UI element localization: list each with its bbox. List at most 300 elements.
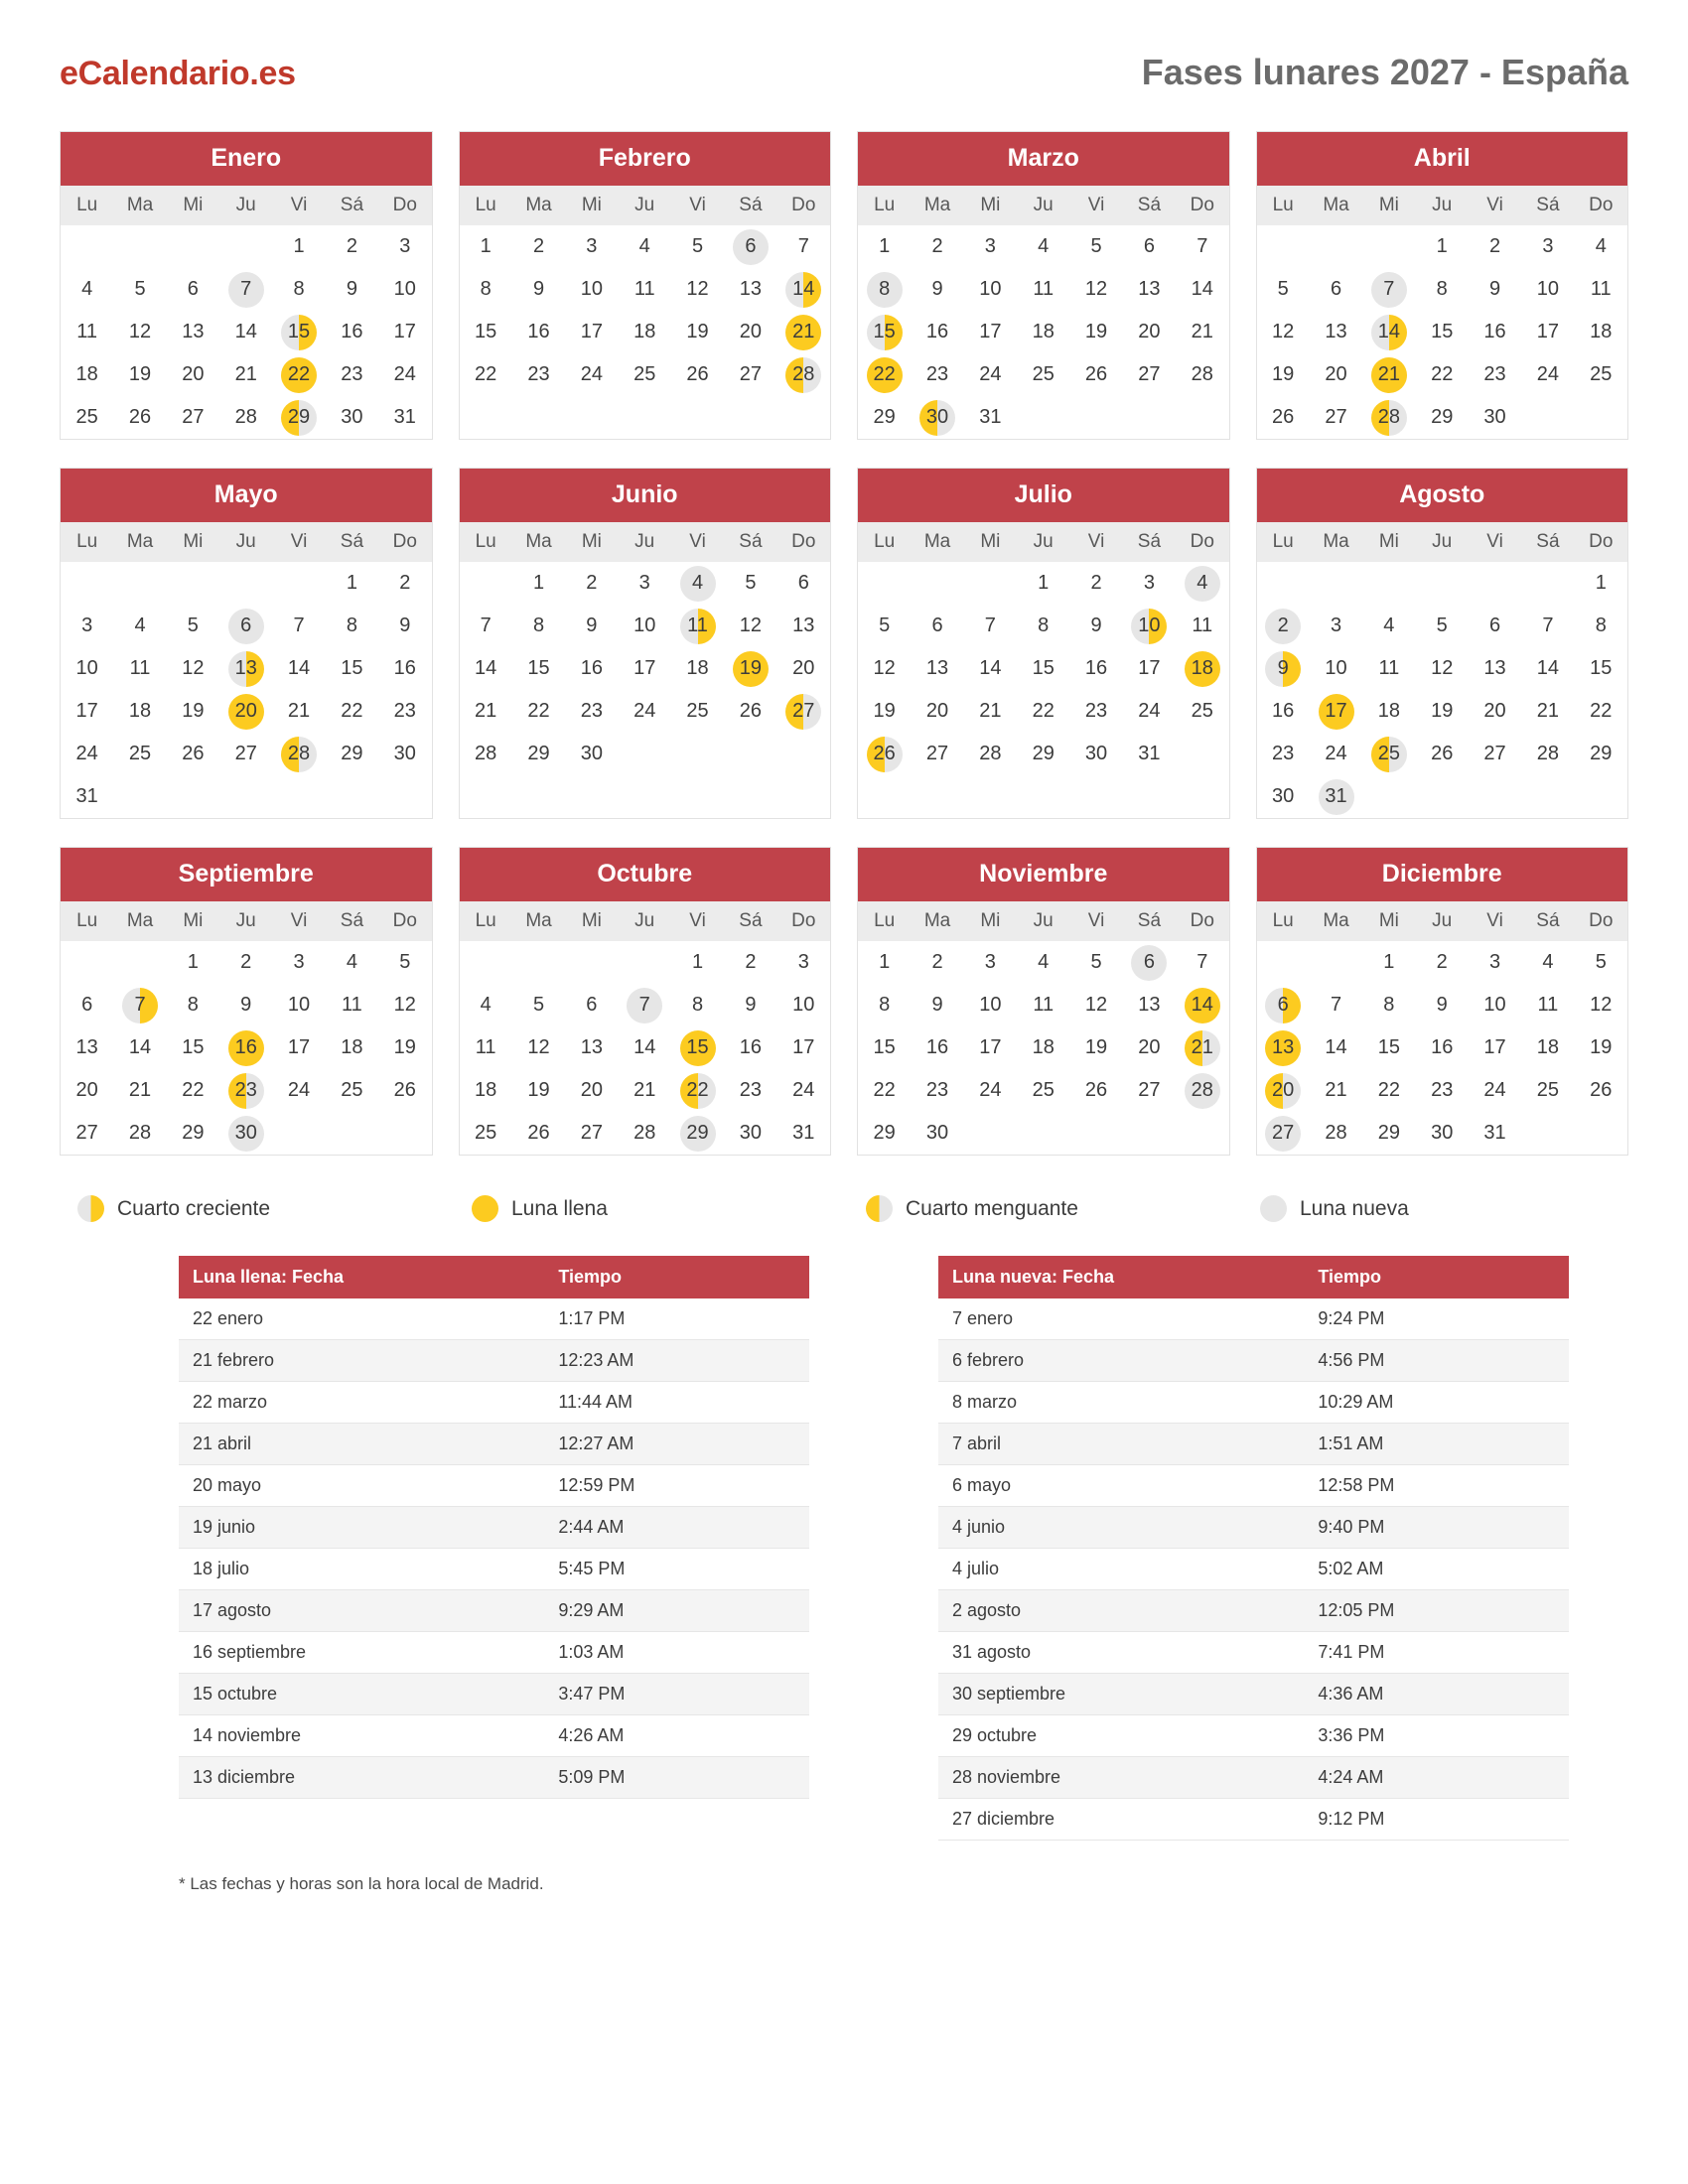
day-cell[interactable] xyxy=(724,353,776,396)
day-cell[interactable] xyxy=(272,353,325,396)
day-cell[interactable] xyxy=(1176,984,1228,1026)
day-cell[interactable] xyxy=(1069,353,1122,396)
day-cell[interactable] xyxy=(1017,562,1069,605)
day-cell[interactable] xyxy=(1416,733,1469,775)
day-cell[interactable] xyxy=(460,647,512,690)
day-cell[interactable] xyxy=(911,984,963,1026)
day-cell[interactable] xyxy=(1362,1112,1415,1155)
day-cell[interactable] xyxy=(1017,311,1069,353)
day-cell[interactable] xyxy=(1123,690,1176,733)
day-cell[interactable] xyxy=(378,984,431,1026)
day-cell[interactable] xyxy=(1310,733,1362,775)
day-cell[interactable] xyxy=(911,690,963,733)
day-cell[interactable] xyxy=(378,1069,431,1112)
day-cell[interactable] xyxy=(1123,562,1176,605)
day-cell[interactable] xyxy=(777,311,830,353)
day-cell[interactable] xyxy=(219,1026,272,1069)
day-cell[interactable] xyxy=(512,690,565,733)
day-cell[interactable] xyxy=(565,1112,618,1155)
day-cell[interactable] xyxy=(911,647,963,690)
day-cell[interactable] xyxy=(167,396,219,439)
day-cell[interactable] xyxy=(1257,1069,1310,1112)
day-cell[interactable] xyxy=(1069,605,1122,647)
day-cell[interactable] xyxy=(460,225,512,268)
day-cell[interactable] xyxy=(113,647,166,690)
day-cell[interactable] xyxy=(1575,225,1627,268)
day-cell[interactable] xyxy=(858,311,911,353)
day-cell[interactable] xyxy=(378,941,431,984)
day-cell[interactable] xyxy=(1017,225,1069,268)
day-cell[interactable] xyxy=(1017,941,1069,984)
day-cell[interactable] xyxy=(565,353,618,396)
day-cell[interactable] xyxy=(1416,225,1469,268)
day-cell[interactable] xyxy=(671,984,724,1026)
day-cell[interactable] xyxy=(565,1069,618,1112)
day-cell[interactable] xyxy=(460,1069,512,1112)
day-cell[interactable] xyxy=(378,225,431,268)
day-cell[interactable] xyxy=(1575,311,1627,353)
day-cell[interactable] xyxy=(1416,941,1469,984)
day-cell[interactable] xyxy=(167,605,219,647)
day-cell[interactable] xyxy=(113,984,166,1026)
day-cell[interactable] xyxy=(1416,1112,1469,1155)
day-cell[interactable] xyxy=(671,1112,724,1155)
day-cell[interactable] xyxy=(1257,396,1310,439)
day-cell[interactable] xyxy=(1017,1069,1069,1112)
day-cell[interactable] xyxy=(1469,1069,1521,1112)
day-cell[interactable] xyxy=(777,605,830,647)
day-cell[interactable] xyxy=(326,1069,378,1112)
day-cell[interactable] xyxy=(911,396,963,439)
day-cell[interactable] xyxy=(378,396,431,439)
day-cell[interactable] xyxy=(1575,941,1627,984)
day-cell[interactable] xyxy=(1521,605,1574,647)
day-cell[interactable] xyxy=(724,690,776,733)
day-cell[interactable] xyxy=(724,647,776,690)
day-cell[interactable] xyxy=(272,605,325,647)
day-cell[interactable] xyxy=(565,733,618,775)
day-cell[interactable] xyxy=(964,268,1017,311)
day-cell[interactable] xyxy=(964,984,1017,1026)
day-cell[interactable] xyxy=(565,690,618,733)
day-cell[interactable] xyxy=(512,1069,565,1112)
day-cell[interactable] xyxy=(272,1026,325,1069)
day-cell[interactable] xyxy=(1310,268,1362,311)
day-cell[interactable] xyxy=(326,268,378,311)
day-cell[interactable] xyxy=(512,353,565,396)
day-cell[interactable] xyxy=(512,268,565,311)
day-cell[interactable] xyxy=(113,1112,166,1155)
day-cell[interactable] xyxy=(1575,1069,1627,1112)
day-cell[interactable] xyxy=(565,562,618,605)
day-cell[interactable] xyxy=(272,268,325,311)
day-cell[interactable] xyxy=(1069,268,1122,311)
day-cell[interactable] xyxy=(858,941,911,984)
day-cell[interactable] xyxy=(1257,690,1310,733)
day-cell[interactable] xyxy=(671,311,724,353)
day-cell[interactable] xyxy=(61,396,113,439)
day-cell[interactable] xyxy=(460,690,512,733)
day-cell[interactable] xyxy=(1362,733,1415,775)
day-cell[interactable] xyxy=(619,647,671,690)
day-cell[interactable] xyxy=(61,984,113,1026)
day-cell[interactable] xyxy=(724,225,776,268)
day-cell[interactable] xyxy=(1123,311,1176,353)
day-cell[interactable] xyxy=(512,647,565,690)
day-cell[interactable] xyxy=(1123,225,1176,268)
day-cell[interactable] xyxy=(378,733,431,775)
day-cell[interactable] xyxy=(619,353,671,396)
day-cell[interactable] xyxy=(619,690,671,733)
day-cell[interactable] xyxy=(512,605,565,647)
day-cell[interactable] xyxy=(1310,311,1362,353)
day-cell[interactable] xyxy=(619,268,671,311)
day-cell[interactable] xyxy=(619,225,671,268)
day-cell[interactable] xyxy=(1176,941,1228,984)
day-cell[interactable] xyxy=(167,1112,219,1155)
day-cell[interactable] xyxy=(671,690,724,733)
day-cell[interactable] xyxy=(1521,1069,1574,1112)
day-cell[interactable] xyxy=(724,605,776,647)
day-cell[interactable] xyxy=(777,268,830,311)
day-cell[interactable] xyxy=(272,733,325,775)
day-cell[interactable] xyxy=(671,647,724,690)
day-cell[interactable] xyxy=(671,1026,724,1069)
day-cell[interactable] xyxy=(1469,733,1521,775)
day-cell[interactable] xyxy=(777,562,830,605)
day-cell[interactable] xyxy=(777,225,830,268)
day-cell[interactable] xyxy=(167,941,219,984)
day-cell[interactable] xyxy=(1017,984,1069,1026)
day-cell[interactable] xyxy=(1362,396,1415,439)
day-cell[interactable] xyxy=(1017,268,1069,311)
day-cell[interactable] xyxy=(1469,396,1521,439)
day-cell[interactable] xyxy=(565,268,618,311)
day-cell[interactable] xyxy=(1469,353,1521,396)
day-cell[interactable] xyxy=(911,1069,963,1112)
day-cell[interactable] xyxy=(1416,690,1469,733)
day-cell[interactable] xyxy=(964,396,1017,439)
day-cell[interactable] xyxy=(1469,984,1521,1026)
day-cell[interactable] xyxy=(326,562,378,605)
day-cell[interactable] xyxy=(964,647,1017,690)
day-cell[interactable] xyxy=(61,647,113,690)
day-cell[interactable] xyxy=(272,647,325,690)
day-cell[interactable] xyxy=(724,1112,776,1155)
day-cell[interactable] xyxy=(61,690,113,733)
day-cell[interactable] xyxy=(219,605,272,647)
day-cell[interactable] xyxy=(1416,984,1469,1026)
day-cell[interactable] xyxy=(219,647,272,690)
day-cell[interactable] xyxy=(460,733,512,775)
day-cell[interactable] xyxy=(113,733,166,775)
day-cell[interactable] xyxy=(219,690,272,733)
day-cell[interactable] xyxy=(167,647,219,690)
day-cell[interactable] xyxy=(378,268,431,311)
day-cell[interactable] xyxy=(964,941,1017,984)
day-cell[interactable] xyxy=(1176,647,1228,690)
day-cell[interactable] xyxy=(1575,1026,1627,1069)
day-cell[interactable] xyxy=(619,984,671,1026)
day-cell[interactable] xyxy=(512,733,565,775)
day-cell[interactable] xyxy=(1310,775,1362,818)
day-cell[interactable] xyxy=(113,353,166,396)
day-cell[interactable] xyxy=(512,984,565,1026)
day-cell[interactable] xyxy=(1575,647,1627,690)
day-cell[interactable] xyxy=(565,605,618,647)
day-cell[interactable] xyxy=(460,984,512,1026)
day-cell[interactable] xyxy=(1123,605,1176,647)
day-cell[interactable] xyxy=(1469,225,1521,268)
day-cell[interactable] xyxy=(858,1069,911,1112)
day-cell[interactable] xyxy=(858,225,911,268)
day-cell[interactable] xyxy=(1257,984,1310,1026)
day-cell[interactable] xyxy=(1310,1026,1362,1069)
day-cell[interactable] xyxy=(724,268,776,311)
day-cell[interactable] xyxy=(167,984,219,1026)
day-cell[interactable] xyxy=(858,690,911,733)
day-cell[interactable] xyxy=(1521,353,1574,396)
day-cell[interactable] xyxy=(167,1026,219,1069)
day-cell[interactable] xyxy=(911,353,963,396)
day-cell[interactable] xyxy=(219,311,272,353)
day-cell[interactable] xyxy=(1123,733,1176,775)
day-cell[interactable] xyxy=(1017,733,1069,775)
day-cell[interactable] xyxy=(113,396,166,439)
day-cell[interactable] xyxy=(1176,690,1228,733)
day-cell[interactable] xyxy=(1521,268,1574,311)
day-cell[interactable] xyxy=(1521,984,1574,1026)
day-cell[interactable] xyxy=(911,733,963,775)
day-cell[interactable] xyxy=(1257,605,1310,647)
day-cell[interactable] xyxy=(460,1026,512,1069)
day-cell[interactable] xyxy=(1123,647,1176,690)
day-cell[interactable] xyxy=(1017,690,1069,733)
day-cell[interactable] xyxy=(964,733,1017,775)
day-cell[interactable] xyxy=(565,984,618,1026)
day-cell[interactable] xyxy=(1362,311,1415,353)
day-cell[interactable] xyxy=(964,311,1017,353)
day-cell[interactable] xyxy=(1362,647,1415,690)
day-cell[interactable] xyxy=(1310,690,1362,733)
day-cell[interactable] xyxy=(272,225,325,268)
day-cell[interactable] xyxy=(1069,690,1122,733)
day-cell[interactable] xyxy=(167,311,219,353)
day-cell[interactable] xyxy=(1521,225,1574,268)
day-cell[interactable] xyxy=(167,733,219,775)
day-cell[interactable] xyxy=(378,1026,431,1069)
day-cell[interactable] xyxy=(378,690,431,733)
day-cell[interactable] xyxy=(1416,1026,1469,1069)
day-cell[interactable] xyxy=(911,225,963,268)
day-cell[interactable] xyxy=(219,1069,272,1112)
day-cell[interactable] xyxy=(1310,984,1362,1026)
day-cell[interactable] xyxy=(565,225,618,268)
day-cell[interactable] xyxy=(326,396,378,439)
day-cell[interactable] xyxy=(724,311,776,353)
day-cell[interactable] xyxy=(378,353,431,396)
day-cell[interactable] xyxy=(858,353,911,396)
day-cell[interactable] xyxy=(1469,1026,1521,1069)
day-cell[interactable] xyxy=(219,984,272,1026)
day-cell[interactable] xyxy=(1176,268,1228,311)
day-cell[interactable] xyxy=(1362,353,1415,396)
day-cell[interactable] xyxy=(1176,605,1228,647)
day-cell[interactable] xyxy=(113,605,166,647)
day-cell[interactable] xyxy=(777,690,830,733)
day-cell[interactable] xyxy=(1575,353,1627,396)
day-cell[interactable] xyxy=(671,1069,724,1112)
day-cell[interactable] xyxy=(1069,941,1122,984)
day-cell[interactable] xyxy=(858,396,911,439)
day-cell[interactable] xyxy=(113,1026,166,1069)
day-cell[interactable] xyxy=(1069,1069,1122,1112)
day-cell[interactable] xyxy=(1362,941,1415,984)
day-cell[interactable] xyxy=(219,268,272,311)
day-cell[interactable] xyxy=(1176,562,1228,605)
day-cell[interactable] xyxy=(1575,733,1627,775)
day-cell[interactable] xyxy=(1069,1026,1122,1069)
day-cell[interactable] xyxy=(1257,311,1310,353)
day-cell[interactable] xyxy=(858,605,911,647)
day-cell[interactable] xyxy=(219,733,272,775)
day-cell[interactable] xyxy=(1069,311,1122,353)
day-cell[interactable] xyxy=(378,605,431,647)
day-cell[interactable] xyxy=(326,353,378,396)
day-cell[interactable] xyxy=(1362,268,1415,311)
day-cell[interactable] xyxy=(219,396,272,439)
day-cell[interactable] xyxy=(964,353,1017,396)
day-cell[interactable] xyxy=(1069,733,1122,775)
day-cell[interactable] xyxy=(1469,690,1521,733)
day-cell[interactable] xyxy=(619,1026,671,1069)
day-cell[interactable] xyxy=(1123,941,1176,984)
day-cell[interactable] xyxy=(1069,984,1122,1026)
day-cell[interactable] xyxy=(619,311,671,353)
day-cell[interactable] xyxy=(1521,1026,1574,1069)
day-cell[interactable] xyxy=(619,562,671,605)
day-cell[interactable] xyxy=(671,353,724,396)
day-cell[interactable] xyxy=(671,268,724,311)
day-cell[interactable] xyxy=(113,311,166,353)
day-cell[interactable] xyxy=(1257,1112,1310,1155)
day-cell[interactable] xyxy=(858,733,911,775)
day-cell[interactable] xyxy=(1469,647,1521,690)
day-cell[interactable] xyxy=(1310,647,1362,690)
day-cell[interactable] xyxy=(326,733,378,775)
day-cell[interactable] xyxy=(460,268,512,311)
day-cell[interactable] xyxy=(619,605,671,647)
day-cell[interactable] xyxy=(61,268,113,311)
day-cell[interactable] xyxy=(911,311,963,353)
day-cell[interactable] xyxy=(1521,733,1574,775)
day-cell[interactable] xyxy=(777,941,830,984)
day-cell[interactable] xyxy=(724,1026,776,1069)
day-cell[interactable] xyxy=(219,353,272,396)
day-cell[interactable] xyxy=(61,1026,113,1069)
day-cell[interactable] xyxy=(724,984,776,1026)
day-cell[interactable] xyxy=(326,605,378,647)
day-cell[interactable] xyxy=(113,268,166,311)
day-cell[interactable] xyxy=(619,1069,671,1112)
day-cell[interactable] xyxy=(1469,941,1521,984)
day-cell[interactable] xyxy=(512,225,565,268)
day-cell[interactable] xyxy=(964,1026,1017,1069)
day-cell[interactable] xyxy=(272,396,325,439)
day-cell[interactable] xyxy=(964,690,1017,733)
day-cell[interactable] xyxy=(777,647,830,690)
day-cell[interactable] xyxy=(1469,268,1521,311)
day-cell[interactable] xyxy=(167,268,219,311)
day-cell[interactable] xyxy=(1469,1112,1521,1155)
day-cell[interactable] xyxy=(1123,353,1176,396)
day-cell[interactable] xyxy=(911,1112,963,1155)
day-cell[interactable] xyxy=(964,225,1017,268)
day-cell[interactable] xyxy=(911,605,963,647)
day-cell[interactable] xyxy=(1362,1069,1415,1112)
site-logo[interactable]: eCalendario.es xyxy=(60,55,296,92)
day-cell[interactable] xyxy=(777,1069,830,1112)
day-cell[interactable] xyxy=(326,984,378,1026)
day-cell[interactable] xyxy=(858,984,911,1026)
day-cell[interactable] xyxy=(1176,1026,1228,1069)
day-cell[interactable] xyxy=(1123,1069,1176,1112)
day-cell[interactable] xyxy=(272,1069,325,1112)
day-cell[interactable] xyxy=(1069,562,1122,605)
day-cell[interactable] xyxy=(724,562,776,605)
day-cell[interactable] xyxy=(61,733,113,775)
day-cell[interactable] xyxy=(858,268,911,311)
day-cell[interactable] xyxy=(1469,605,1521,647)
day-cell[interactable] xyxy=(565,311,618,353)
day-cell[interactable] xyxy=(272,984,325,1026)
day-cell[interactable] xyxy=(272,311,325,353)
day-cell[interactable] xyxy=(113,1069,166,1112)
day-cell[interactable] xyxy=(1017,1026,1069,1069)
day-cell[interactable] xyxy=(460,353,512,396)
day-cell[interactable] xyxy=(219,941,272,984)
day-cell[interactable] xyxy=(378,647,431,690)
day-cell[interactable] xyxy=(565,1026,618,1069)
day-cell[interactable] xyxy=(777,1112,830,1155)
day-cell[interactable] xyxy=(1257,268,1310,311)
day-cell[interactable] xyxy=(1176,1069,1228,1112)
day-cell[interactable] xyxy=(1416,1069,1469,1112)
day-cell[interactable] xyxy=(1257,353,1310,396)
day-cell[interactable] xyxy=(1017,353,1069,396)
day-cell[interactable] xyxy=(1176,225,1228,268)
day-cell[interactable] xyxy=(1575,562,1627,605)
day-cell[interactable] xyxy=(1257,647,1310,690)
day-cell[interactable] xyxy=(1521,941,1574,984)
day-cell[interactable] xyxy=(777,353,830,396)
day-cell[interactable] xyxy=(1257,775,1310,818)
day-cell[interactable] xyxy=(724,1069,776,1112)
day-cell[interactable] xyxy=(619,1112,671,1155)
day-cell[interactable] xyxy=(1575,605,1627,647)
day-cell[interactable] xyxy=(167,1069,219,1112)
day-cell[interactable] xyxy=(167,353,219,396)
day-cell[interactable] xyxy=(1123,1026,1176,1069)
day-cell[interactable] xyxy=(671,941,724,984)
day-cell[interactable] xyxy=(1416,311,1469,353)
day-cell[interactable] xyxy=(272,690,325,733)
day-cell[interactable] xyxy=(272,941,325,984)
day-cell[interactable] xyxy=(113,690,166,733)
day-cell[interactable] xyxy=(326,941,378,984)
day-cell[interactable] xyxy=(964,605,1017,647)
day-cell[interactable] xyxy=(1416,396,1469,439)
